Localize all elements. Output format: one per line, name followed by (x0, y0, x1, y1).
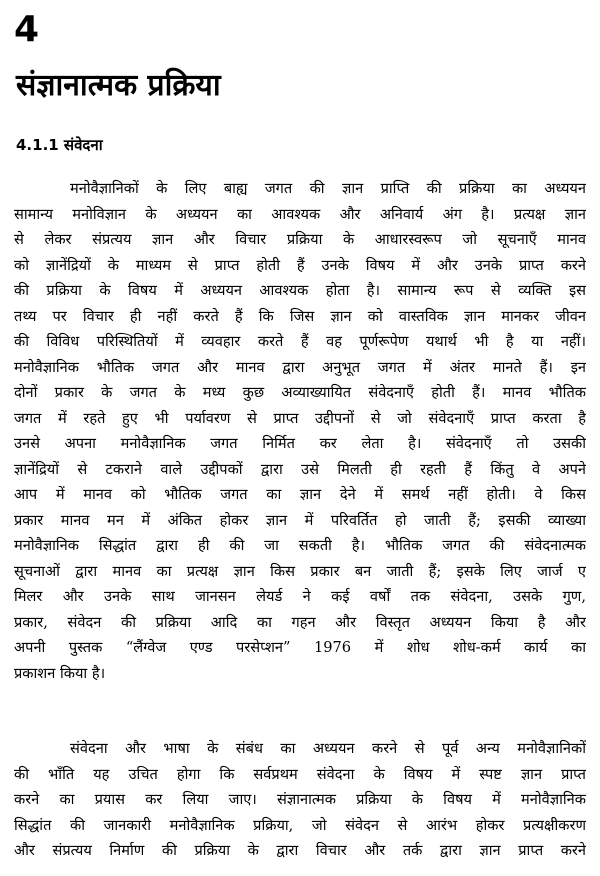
text-line: की विविध परिस्थितियों में व्यवहार करते हैं वह पूर्णरूपेण यथार्थ भी है या नहीं। (14, 333, 586, 350)
text-line: करने का प्रयास कर लिया जाए। संज्ञानात्मक प्रक्रिया के विषय में मनोवैज्ञानिक (14, 791, 586, 808)
text-line: अपनी पुस्तक “लैंग्वेज एण्ड परसेप्शन” 1976 में शोध शोध-कर्म कार्य का (14, 639, 586, 656)
text-line: को ज्ञानेंद्रियों के माध्यम से प्राप्त होती हैं उनके विषय में और उनके प्राप्त करने (14, 256, 586, 274)
text-line: उनसे अपना मनोवैज्ञानिक जगत निर्मित कर लेता है। संवेदनाएँ तो उसकी (14, 435, 586, 452)
paragraph-1 (14, 176, 586, 686)
chapter-title: संज्ञानात्मक प्रक्रिया (16, 68, 221, 103)
chapter-number: 4 (14, 9, 40, 50)
text-line: मनोवैज्ञानिक भौतिक जगत और मानव द्वारा अनुभूत जगत में अंतर मानते हैं। इन (14, 358, 586, 376)
text-line: मनोवैज्ञानिक सिद्धांत द्वारा ही की जा सकती है। भौतिक जगत की संवेदनात्मक (14, 537, 586, 554)
text-line: प्रकाशन किया है। (14, 664, 106, 682)
text-line: प्रकार, संवेदन की प्रक्रिया आदि का गहन और विस्तृत अध्ययन किया है और (14, 613, 586, 631)
text-line: दोनों प्रकार के जगत के मध्य कुछ अव्याख्यायित संवेदनाएँ होती हैं। मानव भौतिक (14, 384, 586, 401)
text-line: से लेकर संप्रत्यय ज्ञान और विचार प्रक्रिया के आधारस्वरूप जो सूचनाएँ मानव (14, 231, 586, 248)
text-line: की भाँति यह उचित होगा कि सर्वप्रथम संवेदना के विषय में स्पष्ट ज्ञान प्राप्त (14, 765, 586, 783)
text-line: सिद्धांत की जानकारी मनोवैज्ञानिक प्रक्रिया, जो संवेदन से आरंभ होकर प्रत्यक्षीकरण (14, 816, 586, 834)
text-line: मिलर और उनके साथ जानसन लेयर्ड ने कई वर्षों तक संवेदना, उसके गुण, (14, 588, 586, 605)
text-line: सामान्य मनोविज्ञान के अध्ययन का आवश्यक और अनिवार्य अंग है। प्रत्यक्ष ज्ञान (14, 205, 586, 223)
text-line: सूचनाओं द्वारा मानव का प्रत्यक्ष ज्ञान किस प्रकार बन जाती हैं; इसके लिए जार्ज ए (14, 562, 586, 580)
text-line: की प्रक्रिया के विषय में अध्ययन आवश्यक होता है। सामान्य रूप से व्यक्ति इस (14, 282, 586, 299)
paragraph-2 (14, 736, 586, 864)
text-line: तथ्य पर विचार ही नहीं करते हैं कि जिस ज्ञान को वास्तविक ज्ञान मानकर जीवन (14, 307, 586, 325)
text-line: प्रकार मानव मन में अंकित होकर ज्ञान में परिवर्तित हो जाती हैं; इसकी व्याख्या (14, 511, 586, 529)
section-heading: 4.1.1 संवेदना (16, 136, 103, 154)
text-line: मनोवैज्ञानिकों के लिए बाह्य जगत की ज्ञान प्राप्ति की प्रक्रिया का अध्ययन (70, 180, 586, 197)
text-line: जगत में रहते हुए भी पर्यावरण से प्राप्त उद्दीपनों से जो संवेदनाएँ प्राप्त करता है (14, 409, 586, 427)
text-line: ज्ञानेंद्रियों से टकराने वाले उद्दीपकों द्वारा उसे मिलती ही रहती हैं किंतु वे अपने (14, 460, 586, 478)
text-line: और संप्रत्यय निर्माण की प्रक्रिया के द्वारा विचार और तर्क द्वारा ज्ञान प्राप्त करने (14, 842, 586, 859)
text-line: संवेदना और भाषा के संबंध का अध्ययन करने से पूर्व अन्य मनोवैज्ञानिकों (70, 740, 586, 757)
text-line: आप में मानव को भौतिक जगत का ज्ञान देने में समर्थ नहीं होती। वे किस (14, 486, 586, 503)
